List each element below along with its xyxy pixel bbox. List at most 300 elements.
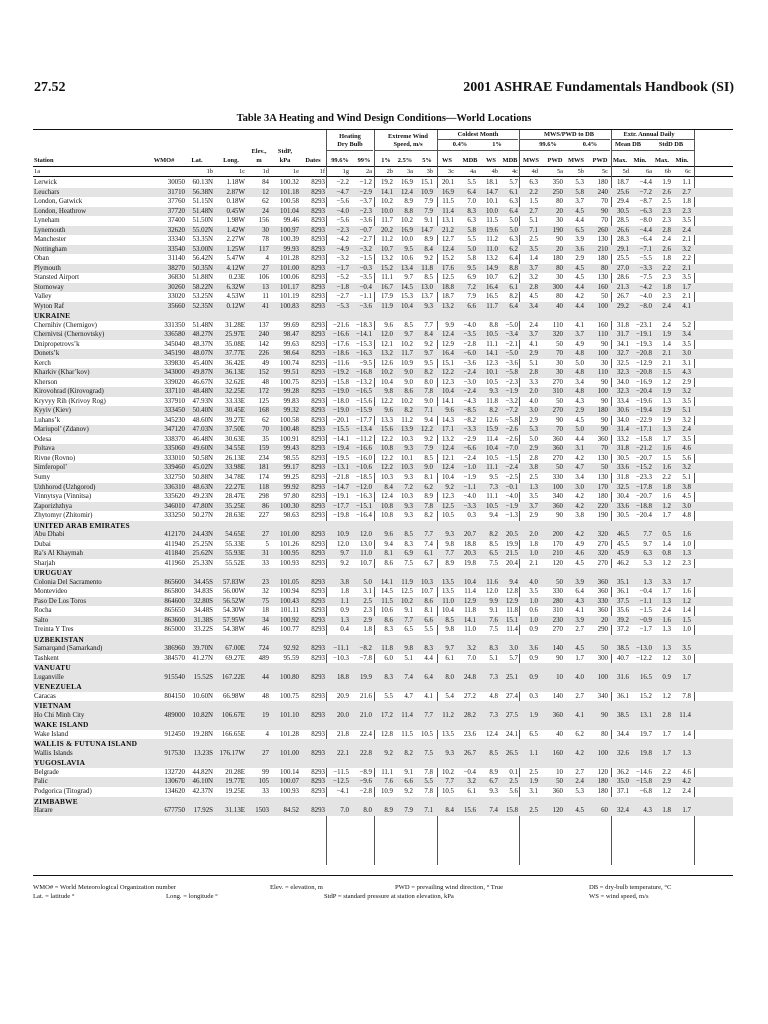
wmo-cell: 917530	[164, 749, 185, 757]
wind-25-cell: 13.4	[400, 264, 413, 272]
mean-min-cell: 19.7	[639, 730, 652, 738]
wmo-cell: 337910	[164, 397, 185, 405]
wind-5-cell: 8.4	[424, 331, 433, 339]
mean-max-cell: 26.6	[616, 226, 629, 234]
mws-996-cell: 1.4	[529, 255, 538, 263]
station-cell: Colonia Del Sacramento	[34, 578, 102, 586]
stdp-cell: 100.94	[280, 588, 299, 596]
wind-5-cell: 7.7	[424, 531, 433, 539]
wind-25-cell: 9.2	[404, 788, 413, 795]
mean-max-cell: 30.5	[616, 207, 629, 215]
wind-5-cell: 7.8	[424, 768, 433, 776]
wind-25-cell: 16.9	[400, 226, 413, 234]
dates-cell: 8293	[311, 378, 325, 386]
cm-1-mdb-cell: 5.7	[509, 654, 518, 662]
wind-5-cell: 7.8	[424, 388, 433, 396]
lat-cell: 34.45S	[193, 578, 213, 586]
mean-max-cell: 32.4	[616, 807, 629, 815]
db-99-cell: −13.2	[356, 378, 372, 386]
wind-25-cell: 6.5	[404, 626, 413, 634]
wind-1-cell: 6.0	[384, 654, 393, 662]
mws-04-cell: 2.9	[575, 255, 584, 263]
cm-1-ws-cell: 16.5	[485, 293, 498, 301]
cm-04-mdb-cell: −4.0	[463, 321, 476, 329]
mws-996-cell: 3.5	[529, 588, 538, 596]
cm-04-mdb-header: MDB	[462, 157, 478, 164]
wmo-cell: 412170	[164, 531, 185, 539]
wmo-cell: 343000	[164, 369, 185, 377]
column-number: 5a	[556, 168, 563, 175]
db-99-cell: −3.2	[359, 245, 372, 253]
mean-min-cell: −3.3	[639, 264, 652, 272]
mean-max-cell: 36.1	[616, 588, 629, 596]
cm-04-ws-cell: 21.2	[441, 226, 454, 234]
stdp-cell: 101.26	[280, 540, 299, 548]
footnote-ws: WS = wind speed, m/s	[589, 893, 649, 900]
mean-min-cell: 6.3	[643, 550, 652, 558]
country-name: UKRAINE	[34, 311, 71, 321]
elev-cell: 1503	[255, 807, 269, 815]
country-name: VANUATU	[34, 663, 71, 673]
station-cell: Simferopol’	[34, 464, 68, 472]
wmo-cell: 33540	[167, 245, 185, 253]
wind-25-cell: 8.9	[404, 198, 413, 206]
wind-5-cell: 8.2	[424, 512, 433, 520]
station-cell: Stornoway	[34, 283, 64, 291]
elev-cell: 32	[262, 588, 269, 596]
mean-max-cell: 27.0	[616, 264, 629, 272]
station-row	[33, 340, 733, 350]
wind-1-cell: 14.5	[380, 588, 393, 596]
wmo-cell: 31710	[167, 188, 185, 196]
mws-996-cell: 7.1	[529, 226, 538, 234]
db-99-cell: 13.0	[359, 540, 372, 548]
std-min-cell: 5.1	[682, 407, 691, 415]
cm-1-ws-cell: 7.3	[489, 711, 498, 719]
wind-1-cell: 8.4	[384, 483, 393, 491]
pwd-996-cell: 90	[556, 236, 563, 244]
cm-04-mdb-cell: 11.8	[464, 607, 476, 615]
cm-1-ws-cell: 10.4	[485, 445, 498, 453]
pwd-996-cell: 140	[552, 692, 563, 700]
std-max-cell: 1.7	[662, 730, 671, 738]
std-min-cell: 2.1	[682, 293, 691, 301]
dates-cell: 8293	[311, 768, 325, 776]
mean-min-cell: −1.5	[639, 607, 652, 615]
std-min-cell: 1.0	[682, 540, 691, 548]
lat-cell: 49.60N	[192, 445, 213, 453]
stdp-cell: 100.93	[280, 788, 299, 795]
station-row	[33, 283, 733, 293]
wind-5-cell: 6.6	[424, 616, 433, 624]
stdp-cell: 101.18	[280, 188, 299, 196]
station-cell: Caracas	[34, 692, 56, 700]
table-top-rule	[33, 129, 733, 130]
station-cell: Zhytomyr (Zhitomir)	[34, 512, 93, 520]
mws-04-cell: 4.3	[575, 397, 584, 405]
long-cell: 6.32W	[226, 283, 245, 291]
cm-1-mdb-cell: 2.5	[509, 778, 518, 786]
std-min-cell: 1.5	[682, 616, 691, 624]
cm-04-ws-cell: 9.2	[445, 483, 454, 491]
dates-cell: 8293	[311, 321, 325, 329]
std-max-cell: 0.9	[662, 673, 671, 681]
cm-04-ws-cell: 12.9	[441, 340, 454, 348]
mws-04-cell: 2.7	[575, 692, 584, 700]
mws-996-cell: 6.3	[529, 179, 538, 186]
mws-996-cell: 2.8	[529, 454, 538, 462]
std-max-cell: 1.8	[662, 807, 671, 815]
mean-min-cell: −19.6	[636, 397, 652, 405]
column-number: 1g	[342, 168, 349, 175]
std-max-cell: 2.6	[662, 245, 671, 253]
station-row	[33, 321, 733, 331]
mws-996-cell: 3.4	[529, 302, 538, 310]
dates-cell: 8293	[311, 283, 325, 291]
std-max-cell: 2.8	[662, 711, 671, 719]
cm-1-ws-cell: 7.6	[489, 616, 498, 624]
station-cell: Poltava	[34, 445, 55, 453]
cm-1-ws-cell: 11.2	[486, 236, 498, 244]
std-max-cell: 1.6	[662, 493, 671, 501]
dates-cell: 8293	[311, 255, 325, 263]
std-max-cell: 1.7	[662, 588, 671, 596]
wind-5-cell: 9.4	[424, 416, 433, 424]
mws-04-cell: 3.0	[575, 483, 584, 491]
extr-annual-daily-header: Extr. Annual Daily	[623, 131, 675, 138]
db-996-cell: −2.2	[336, 179, 349, 186]
stdp-cell: 99.28	[283, 388, 299, 396]
cm-1-mdb-cell: −5.8	[505, 369, 518, 377]
stdp-cell: 99.32	[283, 407, 299, 415]
station-row	[33, 454, 733, 464]
dry-bulb-header: Dry Bulb	[337, 141, 363, 148]
db-996-cell: −11.5	[333, 768, 349, 776]
long-cell: 31.28E	[225, 321, 245, 329]
cm-04-ws-cell: 12.5	[441, 274, 454, 282]
cm-04-mdb-cell: 5.8	[467, 226, 476, 234]
station-cell: Vinnytsya (Vinnitsa)	[34, 493, 92, 501]
stdp-header: StdP,	[277, 148, 293, 155]
lat-cell: 48.63N	[192, 483, 213, 491]
lat-cell: 52.35N	[192, 302, 213, 310]
cm-04-mdb-cell: 6.4	[467, 188, 476, 196]
mws-996-cell: 3.7	[529, 331, 538, 339]
std-max-cell: 2.1	[662, 359, 671, 367]
mean-max-cell: 39.2	[616, 616, 629, 624]
station-row	[33, 492, 733, 502]
cm-04-ws-cell: 15.1	[441, 359, 454, 367]
pwd-996-cell: 20	[556, 245, 563, 253]
wind-25-cell: 4.7	[404, 692, 413, 700]
lat-cell: 58.22N	[192, 283, 213, 291]
pwd-04-cell: 80	[601, 264, 608, 272]
dates-cell: 8293	[311, 483, 325, 491]
wind-5-cell: 12.2	[420, 426, 433, 434]
elev-cell: 298	[258, 493, 269, 501]
wmo-cell: 411940	[164, 540, 185, 548]
db-99-cell: −8.9	[359, 768, 372, 776]
station-row	[33, 216, 733, 226]
station-row	[33, 530, 733, 540]
long-cell: 54.65E	[225, 531, 245, 539]
elev-cell: 489	[258, 654, 269, 662]
std-min-cell: 3.1	[682, 359, 691, 367]
wind-25-cell: 10.0	[400, 236, 413, 244]
mean-max-cell: 38.5	[616, 711, 629, 719]
stdp-cell: 95.59	[283, 654, 299, 662]
station-cell: Odesa	[34, 435, 52, 443]
lat-cell: 32.80S	[193, 597, 213, 605]
long-cell: 20.28E	[225, 768, 245, 776]
std-max-cell: 1.8	[662, 283, 671, 291]
cm-04-mdb-cell: 6.3	[467, 217, 476, 225]
station-cell: Dubai	[34, 540, 51, 548]
db-99-cell: −3.5	[359, 274, 372, 282]
cm-04-ws-cell: 16.9	[441, 188, 454, 196]
long-cell: 34.55E	[225, 445, 245, 453]
cm-1-ws-cell: 8.8	[489, 321, 498, 329]
wind-5-cell: 6.1	[424, 550, 433, 558]
db-996-cell: −19.0	[333, 407, 349, 415]
cm-04-ws-cell: 12.4	[441, 245, 454, 253]
db-996-cell: 21.8	[336, 730, 349, 738]
db-996-cell: −12.5	[333, 778, 349, 786]
stdp-cell: 100.39	[280, 236, 299, 244]
db-99-cell: 22.4	[359, 730, 372, 738]
std-min-cell: 4.8	[682, 512, 691, 520]
cm-1-ws-cell: 9.4	[489, 512, 498, 520]
stdp-cell: 101.19	[280, 293, 299, 301]
column-number: 2b	[386, 168, 393, 175]
stdp-cell: 99.51	[283, 369, 299, 377]
mws-996-pwd-header: PWD	[547, 157, 563, 164]
long-cell: 56.52W	[222, 597, 245, 605]
wmo-cell: 865600	[164, 578, 185, 586]
wind-25-cell: 8.2	[404, 407, 413, 415]
cm-1-mdb-cell: 11.4	[506, 626, 518, 634]
column-number: 1a	[34, 168, 41, 175]
wind-25-header: 2.5%	[397, 157, 413, 164]
cm-1-ws-cell: 10.5	[485, 331, 498, 339]
std-max-cell: 1.2	[662, 788, 671, 795]
db-996-cell: 18.8	[336, 673, 349, 681]
dates-cell: 8293	[311, 464, 325, 472]
pwd-996-cell: 170	[552, 540, 563, 548]
lat-cell: 50.40N	[192, 407, 213, 415]
pwd-04-cell: 130	[597, 473, 608, 481]
db-99-cell: −15.9	[356, 407, 372, 415]
wmo-cell: 331350	[164, 321, 185, 329]
wind-1-cell: 12.6	[380, 359, 393, 367]
stdp-cell: 100.48	[280, 426, 299, 434]
pwd-996-cell: 270	[552, 378, 563, 386]
mws-04-cell: 4.1	[575, 607, 584, 615]
dates-cell: 8293	[311, 578, 325, 586]
pwd-04-cell: 160	[597, 321, 608, 329]
db-99-cell: −16.8	[356, 369, 372, 377]
wmo-cell: 132720	[164, 768, 185, 776]
std-min-cell: 1.3	[682, 550, 691, 558]
wind-5-cell: 8.1	[424, 607, 433, 615]
cm-04-ws-cell: 8.5	[445, 616, 454, 624]
std-max-cell: 1.2	[662, 654, 671, 662]
std-max-cell: 1.7	[662, 435, 671, 443]
dates-cell: 8293	[311, 407, 325, 415]
wmo-cell: 38270	[167, 264, 185, 272]
mws-996-cell: 1.5	[529, 198, 538, 206]
station-cell: Rocha	[34, 607, 52, 615]
mws-996-cell: 5.3	[529, 426, 538, 434]
cm-04-ws-cell: 6.1	[445, 654, 454, 662]
column-number: 6c	[684, 168, 691, 175]
std-min-cell: 3.5	[682, 274, 691, 282]
long-cell: 19.77E	[225, 778, 245, 786]
cm-04-ws-cell: 12.4	[441, 464, 454, 472]
pwd-996-cell: 120	[552, 807, 563, 815]
elev-cell: 12	[262, 188, 269, 196]
pwd-04-cell: 130	[597, 236, 608, 244]
db-99-cell: 12.0	[359, 531, 372, 539]
station-row	[33, 787, 733, 797]
std-min-cell: 4.2	[682, 778, 691, 786]
mean-max-cell: 30.5	[616, 512, 629, 520]
lat-cell: 48.37N	[192, 340, 213, 348]
country-name: VENEZUELA	[34, 682, 82, 692]
wind-25-cell: 9.3	[404, 512, 413, 520]
pwd-996-cell: 80	[556, 198, 563, 206]
station-row	[33, 245, 733, 255]
cm-04-ws-cell: 10.5	[441, 788, 454, 795]
mean-min-header: Min.	[633, 157, 647, 164]
cm-04-mdb-cell: 11.0	[464, 626, 476, 634]
cm-04-ws-cell: 12.4	[441, 445, 454, 453]
pwd-996-cell: 270	[552, 407, 563, 415]
cm-1-ws-cell: 12.4	[485, 730, 498, 738]
lat-cell: 50.27N	[192, 512, 213, 520]
cm-1-ws-cell: 9.3	[489, 788, 498, 795]
station-row	[33, 806, 733, 816]
wind-5-cell: 8.4	[424, 245, 433, 253]
lat-cell: 47.80N	[192, 502, 213, 510]
station-cell: Valley	[34, 293, 52, 301]
db-99-header: 99%	[357, 157, 371, 164]
std-max-cell: 1.9	[662, 388, 671, 396]
station-row	[33, 330, 733, 340]
long-cell: 30.45E	[225, 407, 245, 415]
lat-cell: 47.93N	[192, 397, 213, 405]
station-cell: London, Heathrow	[34, 207, 87, 215]
wind-5-cell: 9.2	[424, 435, 433, 443]
std-max-cell: 2.2	[662, 768, 671, 776]
wind-25-cell: 7.2	[404, 483, 413, 491]
wind-1-cell: 10.7	[380, 245, 393, 253]
db-99-cell: 5.0	[363, 578, 372, 586]
db-996-cell: 9.7	[340, 550, 349, 558]
long-cell: 30.63E	[225, 435, 245, 443]
mws-996-cell: 2.9	[529, 512, 538, 520]
long-cell: 19.25E	[225, 788, 245, 795]
mean-min-cell: −8.7	[639, 198, 652, 206]
mws-04-cell: 4.2	[575, 749, 584, 757]
station-cell: Luhans’k	[34, 416, 61, 424]
std-min-cell: 3.0	[682, 502, 691, 510]
coldest-month-header: Coldest Month	[457, 131, 499, 138]
std-min-cell: 4.6	[682, 768, 691, 776]
db-996-cell: −17.6	[333, 340, 349, 348]
std-max-cell: 1.2	[662, 502, 671, 510]
mean-max-cell: 45.5	[616, 540, 629, 548]
long-cell: 1.25W	[226, 245, 245, 253]
db-99-cell: 8.0	[363, 807, 372, 815]
std-max-cell: 1.5	[662, 454, 671, 462]
elev-cell: 106	[258, 274, 269, 282]
wind-25-cell: 7.5	[404, 559, 413, 567]
std-min-cell: 3.5	[682, 340, 691, 348]
db-99-cell: −10.6	[356, 464, 372, 472]
country-name: YUGOSLAVIA	[34, 758, 86, 768]
cm-1-mdb-cell: −1.9	[505, 502, 518, 510]
wind-1-cell: 8.1	[384, 550, 393, 558]
wmo-cell: 332750	[164, 473, 185, 481]
station-header: Station	[34, 157, 54, 164]
cm-1-mdb-cell: −3.4	[505, 331, 518, 339]
cm-04-mdb-cell: 23.6	[463, 730, 476, 738]
country-heading-row	[33, 635, 733, 645]
cm-04-mdb-cell: −0.4	[463, 768, 476, 776]
wind-1-cell: 15.6	[380, 426, 393, 434]
cm-04-mdb-cell: −8.2	[463, 416, 476, 424]
station-cell: Nottingham	[34, 245, 67, 253]
wmo-cell: 865000	[164, 626, 185, 634]
wind-25-cell: 6.9	[404, 550, 413, 558]
pwd-04-cell: 100	[597, 388, 608, 396]
long-cell: 57.83W	[222, 578, 245, 586]
pwd-996-cell: 90	[556, 512, 563, 520]
db-996-cell: −2.7	[336, 293, 349, 301]
stdp-cell: 100.77	[280, 626, 299, 634]
wind-25-cell: 15.3	[400, 293, 413, 301]
wind-25-cell: 9.7	[404, 274, 413, 282]
column-number: 2a	[365, 168, 372, 175]
station-row	[33, 178, 733, 188]
pwd-996-cell: 250	[552, 188, 563, 196]
cm-04-mdb-cell: 20.7	[463, 531, 476, 539]
cm-1-mdb-cell: −7.2	[505, 407, 518, 415]
mean-max-cell: 40.7	[616, 654, 629, 662]
pwd-996-cell: 90	[556, 654, 563, 662]
mws-996-cell: 3.3	[529, 378, 538, 386]
db-99-cell: −1.2	[359, 179, 372, 186]
wind-5-cell: 7.8	[424, 788, 433, 795]
db-996-cell: −13.1	[333, 464, 349, 472]
pwd-04-cell: 90	[601, 207, 608, 215]
db-99-cell: 11.0	[360, 550, 372, 558]
elev-cell: 142	[258, 340, 269, 348]
wmo-header: WMO#	[153, 157, 175, 164]
dates-cell: 8293	[311, 645, 325, 653]
cm-1-ws-cell: 10.7	[485, 274, 498, 282]
dates-cell: 8293	[311, 359, 325, 367]
wind-1-cell: 12.2	[380, 397, 393, 405]
pwd-996-cell: 100	[552, 483, 563, 491]
wmo-cell: 345190	[164, 350, 185, 358]
station-row	[33, 302, 733, 312]
long-cell: 4.12W	[226, 264, 245, 272]
pwd-04-cell: 100	[597, 749, 608, 757]
cm-1-ws-cell: 14.9	[485, 264, 498, 272]
lat-cell: 49.87N	[192, 369, 213, 377]
